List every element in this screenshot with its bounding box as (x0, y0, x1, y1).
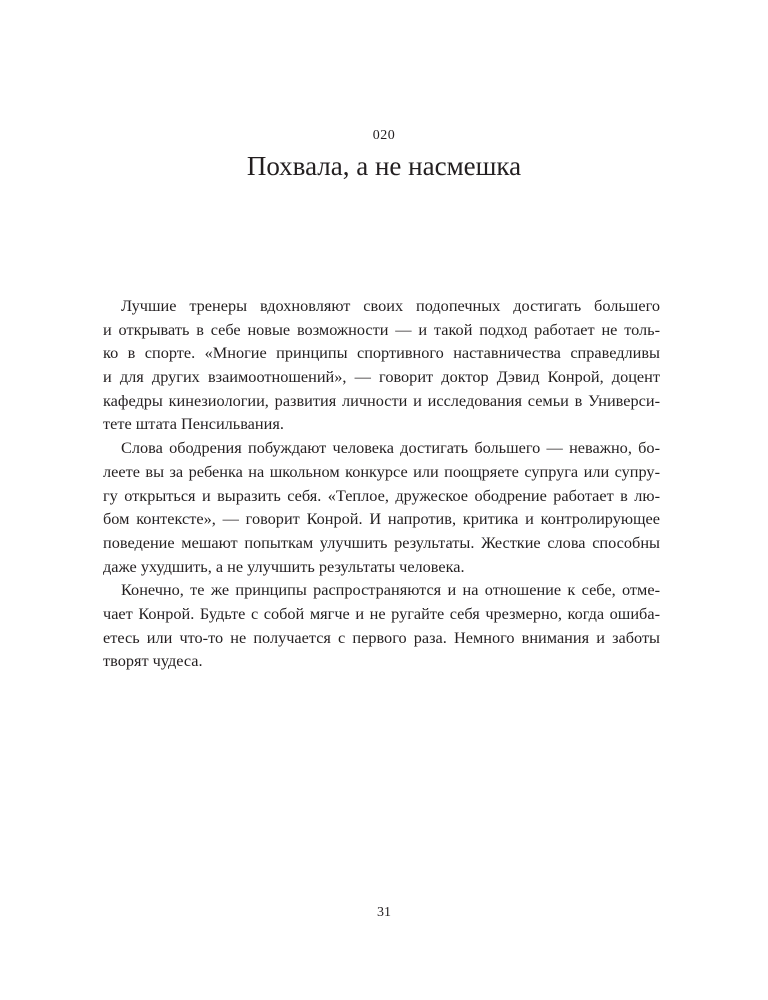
paragraph-line: Слова ободрения побуждают человека достигать большего — неважно, бо- (121, 438, 660, 458)
paragraph-line: поведение мешают попыткам улучшить результаты. Жесткие слова способны (103, 532, 660, 552)
paragraph-line: леете вы за ребенка на школьном конкурсе или поощряете супруга или супру- (103, 461, 660, 481)
entry-number: 020 (372, 128, 396, 143)
paragraph-1 (103, 294, 660, 436)
paragraph-line: ко в спорте. «Многие принципы спортивного наставничества справедливы (103, 343, 660, 363)
paragraph-line: етесь или что-то не получается с первого раза. Немного внимания и заботы (103, 627, 660, 647)
paragraph-line: бом контексте», — говорит Конрой. И напротив, критика и контролирующее (103, 509, 660, 529)
page-number: 31 (377, 905, 391, 920)
paragraph-3 (103, 578, 660, 673)
paragraph-line: и открывать в себе новые возможности — и такой подход работает не толь- (103, 319, 660, 339)
body-text (103, 294, 660, 673)
paragraph-2 (103, 436, 660, 578)
paragraph-line: Конечно, те же принципы распространяются и на отношение к себе, отме- (121, 580, 660, 600)
paragraph-line: и для других взаимоотношений», — говорит доктор Дэвид Конрой, доцент (103, 367, 660, 387)
paragraph-line: кафедры кинезиологии, развития личности и исследования семьи в Универси- (103, 390, 660, 410)
paragraph-line: творят чудеса. (103, 651, 203, 671)
paragraph-line: тете штата Пенсильвания. (103, 414, 284, 434)
paragraph-line: Лучшие тренеры вдохновляют своих подопечных достигать большего (121, 296, 660, 315)
paragraph-line: даже ухудшить, а не улучшить результаты человека. (103, 556, 465, 576)
paragraph-line: чает Конрой. Будьте с собой мягче и не ругайте себя чрезмерно, когда ошиба- (103, 603, 660, 623)
paragraph-line: гу открыться и выразить себя. «Теплое, дружеское ободрение работает в лю- (103, 485, 660, 505)
entry-title: Похвала, а не насмешка (246, 151, 522, 181)
